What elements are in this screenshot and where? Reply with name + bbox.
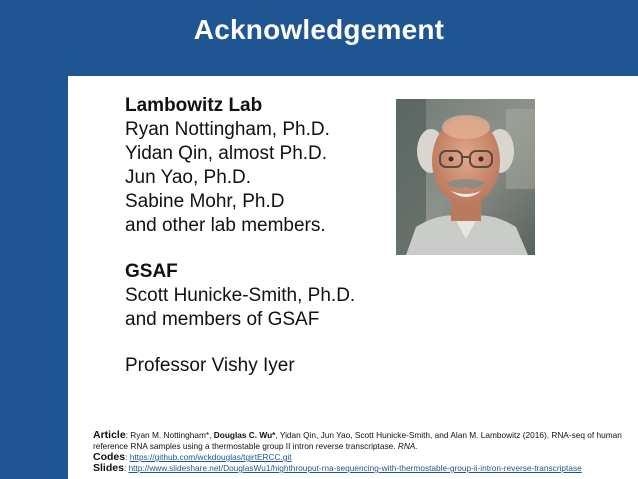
portrait-image	[396, 99, 535, 255]
professor-line: Professor Vishy Iyer	[125, 355, 295, 376]
lab-member: Sabine Mohr, Ph.D	[125, 191, 285, 212]
lab-member: Jun Yao, Ph.D.	[125, 167, 252, 188]
portrait-photo	[396, 99, 535, 255]
acknowledgement-list	[125, 94, 355, 378]
gsaf-member: Scott Hunicke-Smith, Ph.D.	[125, 285, 356, 306]
codes-reference: Codes: https://github.com/wckdouglas/tgirtERCC.git	[93, 451, 292, 463]
lab-member: Ryan Nottingham, Ph.D.	[125, 119, 330, 140]
lab-member: Yidan Qin, almost Ph.D.	[125, 143, 328, 164]
gsaf-heading: GSAF	[125, 261, 178, 282]
article-reference: Article: Ryan M. Nottingham*, Douglas C. Wu*, Yidan Qin, Jun Yao, Scott Hunicke-Smith, and Alan M. Lambowitz (2016). RNA-seq of human reference RNA samples using a thermostable group II intron reverse transcriptase. RNA.	[93, 429, 622, 451]
lambowitz-lab-heading: Lambowitz Lab	[125, 95, 263, 116]
gsaf-member: and members of GSAF	[125, 309, 320, 330]
article-label: Article	[93, 429, 126, 441]
slides-label: Slides	[93, 462, 124, 474]
slides-reference: Slides: http://www.slideshare.net/DouglasWu1/highthrouput-rna-sequencing-with-thermostable-group-ii-intron-reverse-transcriptase	[93, 462, 582, 474]
slide-title: Acknowledgement	[193, 14, 445, 45]
codes-link[interactable]: https://github.com/wckdouglas/tgirtERCC.git	[129, 452, 292, 462]
references	[93, 430, 633, 474]
slides-link[interactable]: http://www.slideshare.net/DouglasWu1/highthrouput-rna-sequencing-with-thermostable-group-ii-intron-reverse-transcriptase	[128, 463, 582, 473]
codes-label: Codes	[93, 451, 126, 463]
lab-member: and other lab members.	[125, 215, 326, 236]
